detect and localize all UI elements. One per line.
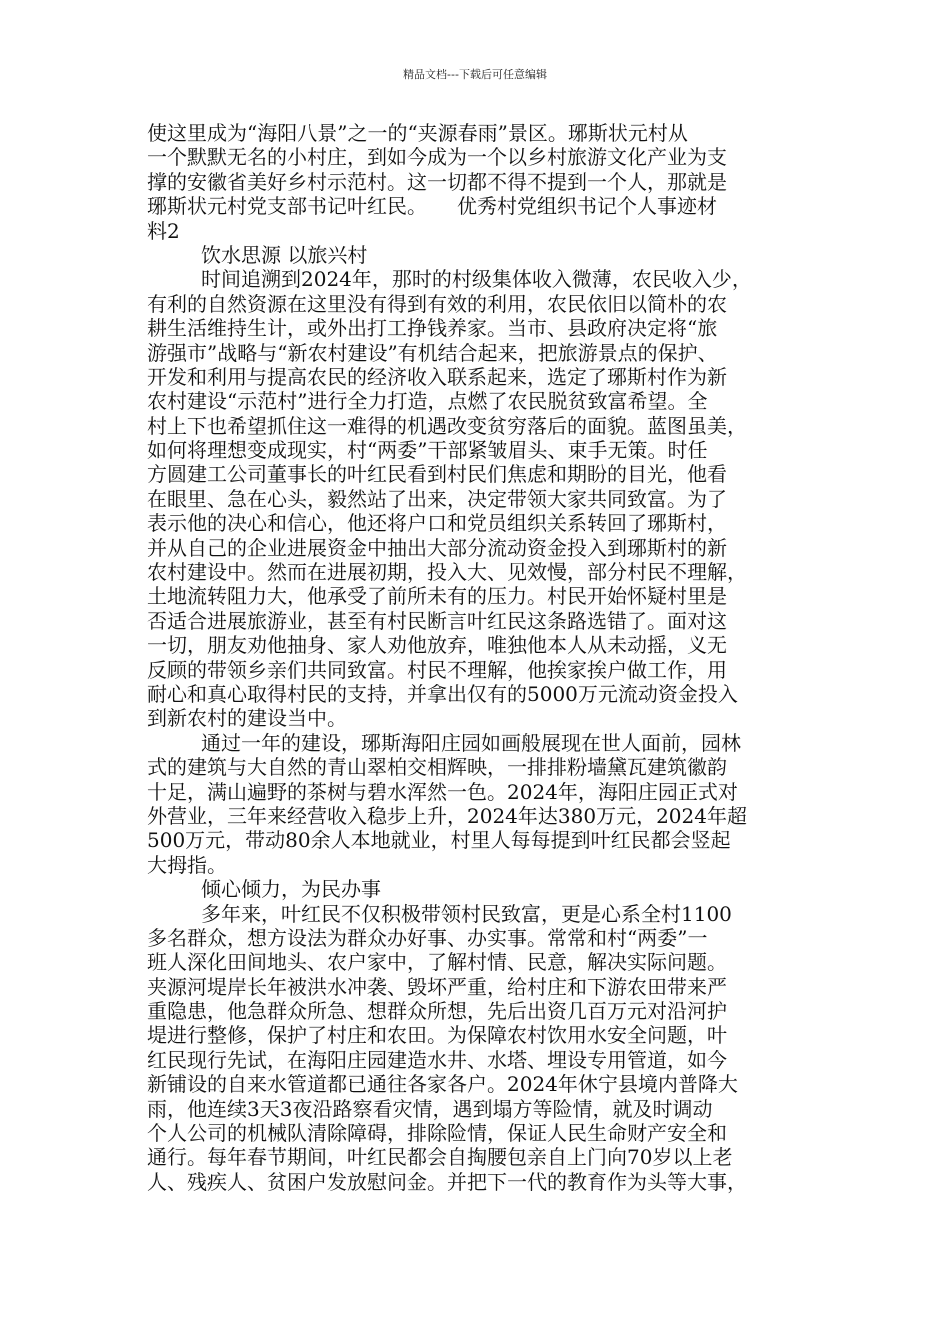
text-line: 开发和利用与提高农民的经济收入联系起来，选定了琊斯村作为新 [147,364,727,389]
text-line: 耐心和真心取得村民的支持，并拿出仅有的5000万元流动资金投入 [147,681,738,706]
section-heading: 倾心倾力，为民办事 [201,877,381,902]
text-line: 夹源河堤岸长年被洪水冲袭、毁坏严重，给村庄和下游农田带来严 [147,974,727,999]
text-line: 有利的自然资源在这里没有得到有效的利用，农民依旧以简朴的农 [147,291,727,316]
page-header: 精品文档---下载后可任意编辑 [403,68,547,81]
text-line: 十足，满山遍野的茶树与碧水浑然一色。2024年，海阳庄园正式对 [147,779,738,804]
text-line: 到新农村的建设当中。 [147,706,347,731]
text-line: 农村建设中。然而在进展初期，投入大、见效慢，部分村民不理解， [147,560,747,585]
text-line: 通行。每年春节期间，叶红民都会自掏腰包亲自上门向70岁以上老 [147,1145,733,1170]
text-line: 反顾的带领乡亲们共同致富。村民不理解，他挨家挨户做工作，用 [147,657,727,682]
text-line: 班人深化田间地头、农户家中，了解村情、民意，解决实际问题。 [147,950,727,975]
text-line: 表示他的决心和信心，他还将户口和党员组织关系转回了琊斯村， [147,511,727,536]
text-line: 红民现行先试，在海阳庄园建造水井、水塔、埋设专用管道，如今 [147,1047,727,1072]
text-line: 大拇指。 [147,852,227,877]
text-line: 500万元，带动80余人本地就业，村里人每每提到叶红民都会竖起 [147,828,731,853]
text-line: 一个默默无名的小村庄，到如今成为一个以乡村旅游文化产业为支 [147,145,727,170]
text-line: 琊斯状元村党支部书记叶红民。 优秀村党组织书记个人事迹材 [147,194,717,219]
text-line: 堤进行整修，保护了村庄和农田。为保障农村饮用水安全问题，叶 [147,1023,727,1048]
text-line: 一切，朋友劝他抽身、家人劝他放弃，唯独他本人从未动摇，义无 [147,633,727,658]
text-line: 料2 [147,218,180,243]
paragraph-start: 时间追溯到2024年，那时的村级集体收入微薄，农民收入少， [201,267,752,292]
text-line: 耕生活维持生计，或外出打工挣钱养家。当市、县政府决定将“旅 [147,316,718,341]
text-line: 雨，他连续3天3夜沿路察看灾情，遇到塌方等险情，就及时调动 [147,1096,713,1121]
paragraph-start: 通过一年的建设，琊斯海阳庄园如画般展现在世人面前，园林 [201,730,741,755]
text-line: 否适合进展旅游业，甚至有村民断言叶红民这条路选错了。面对这 [147,608,727,633]
paragraph-start: 多年来，叶红民不仅积极带领村民致富，更是心系全村1100 [201,901,732,926]
text-line: 式的建筑与大自然的青山翠柏交相辉映，一排排粉墙黛瓦建筑徽韵 [147,755,727,780]
text-line: 重隐患，他急群众所急、想群众所想，先后出资几百万元对沿河护 [147,999,727,1024]
text-line: 游强市”战略与“新农村建设”有机结合起来，把旅游景点的保护、 [147,340,718,365]
text-line: 村上下也希望抓住这一难得的机遇改变贫穷落后的面貌。蓝图虽美， [147,413,747,438]
text-line: 使这里成为“海阳八景”之一的“夹源春雨”景区。琊斯状元村从 [147,121,688,145]
text-line: 并从自己的企业进展资金中抽出大部分流动资金投入到琊斯村的新 [147,535,727,560]
text-line: 撑的安徽省美好乡村示范村。这一切都不得不提到一个人，那就是 [147,169,727,194]
text-line: 农村建设“示范村”进行全力打造，点燃了农民脱贫致富希望。全 [147,389,708,414]
text-line: 人、残疾人、贫困户发放慰问金。并把下一代的教育作为头等大事， [147,1169,747,1194]
text-line: 如何将理想变成现实，村“两委”干部紧皱眉头、束手无策。时任 [147,438,708,463]
text-line: 外营业，三年来经营收入稳步上升，2024年达380万元，2024年超 [147,803,747,828]
text-line: 新铺设的自来水管道都已通往各家各户。2024年休宁县境内普降大 [147,1072,738,1097]
text-line: 个人公司的机械队清除障碍，排除险情，保证人民生命财产安全和 [147,1121,727,1146]
document-body [147,121,817,1194]
text-line: 土地流转阻力大，他承受了前所未有的压力。村民开始怀疑村里是 [147,584,727,609]
text-line: 方圆建工公司董事长的叶红民看到村民们焦虑和期盼的目光，他看 [147,462,727,487]
text-line: 在眼里、急在心头，毅然站了出来，决定带领大家共同致富。为了 [147,486,727,511]
section-heading: 饮水思源 以旅兴村 [201,242,368,267]
text-line: 多名群众，想方设法为群众办好事、办实事。常常和村“两委”一 [147,925,708,950]
